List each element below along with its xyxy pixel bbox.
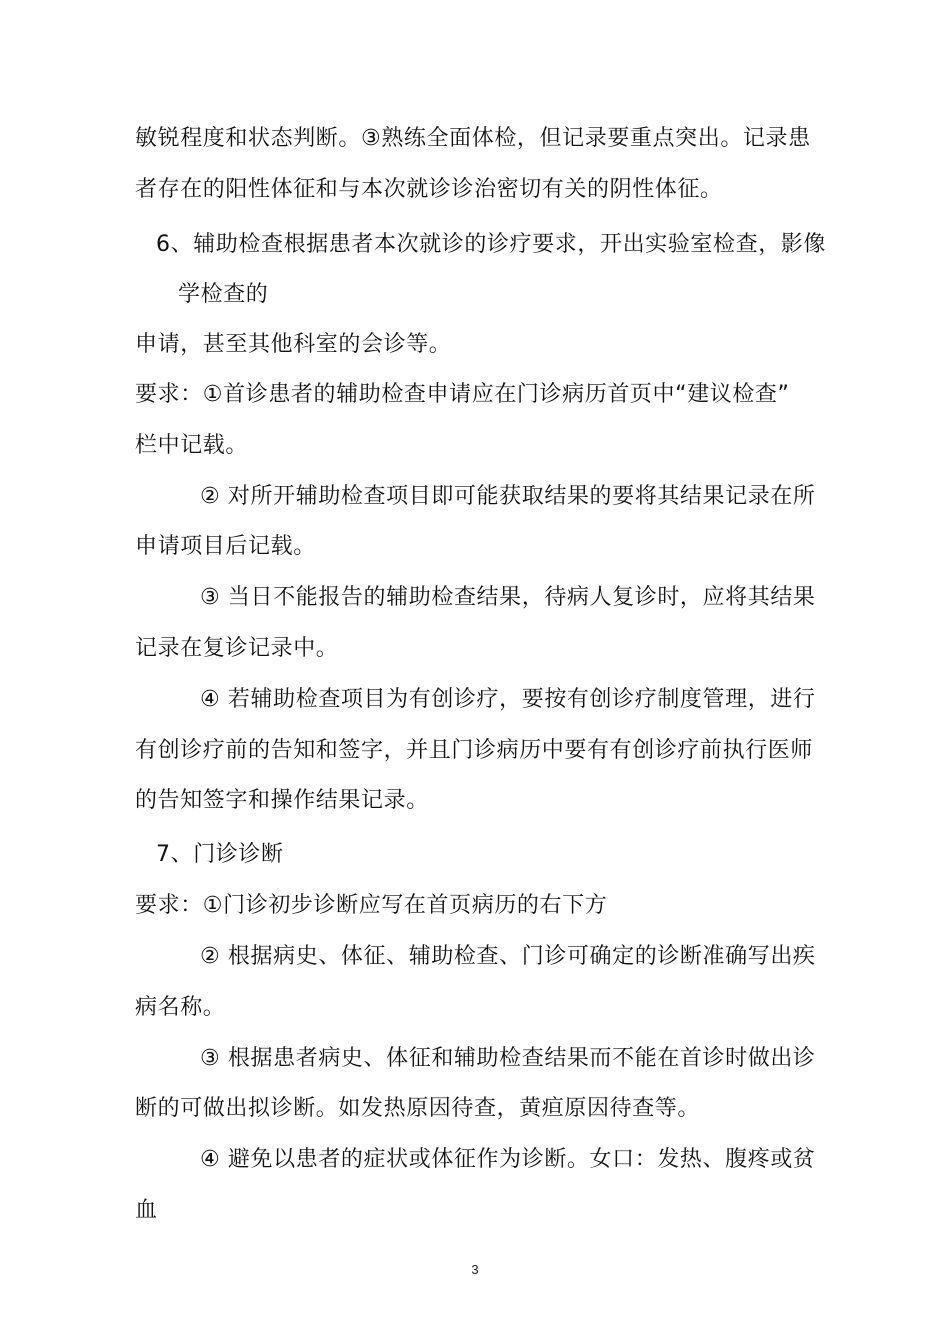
text-line: 要求：①首诊患者的辅助检查申请应在门诊病历首页中“建议检查”	[135, 382, 790, 407]
text-line: 的告知签字和操作结果记录。	[135, 788, 429, 813]
text-line: 申请，甚至其他科室的会诊等。	[135, 332, 452, 357]
text-line: ④ 若辅助检查项目为有创诊疗，要按有创诊疗制度管理，进行	[200, 687, 816, 712]
text-line: 有创诊疗前的告知和签字，并且门诊病历中要有有创诊疗前执行医师	[135, 738, 814, 763]
page-number: 3	[471, 1262, 479, 1277]
text-line: 断的可做出拟诊断。如发热原因待查，黄疸原因待查等。	[135, 1096, 701, 1121]
text-line: 要求：①门诊初步诊断应写在首页病历的右下方	[135, 893, 608, 918]
text-line: 栏中记载。	[135, 433, 249, 458]
text-line: ③ 当日不能报告的辅助检查结果，待病人复诊时，应将其结果	[200, 585, 816, 610]
section-heading-line: 6、辅助检查根据患者本次就诊的诊疗要求，开出实验室检查，影像	[156, 232, 826, 257]
text-line: 者存在的阳性体征和与本次就诊诊治密切有关的阴性体征。	[135, 177, 723, 202]
section-heading-line: 7、门诊诊断	[156, 842, 284, 867]
text-line: ③ 根据患者病史、体征和辅助检查结果而不能在首诊时做出诊	[200, 1046, 816, 1071]
text-line: ② 对所开辅助检查项目即可能获取结果的要将其结果记录在所	[200, 484, 816, 509]
text-line: 学检查的	[178, 282, 269, 307]
text-line: 记录在复诊记录中。	[135, 636, 339, 661]
text-line: ④ 避免以患者的症状或体征作为诊断。女口：发热、腹疼或贫	[200, 1147, 816, 1172]
text-line: 敏锐程度和状态判断。③熟练全面体检，但记录要重点突出。记录患	[135, 126, 811, 151]
text-line: 血	[135, 1198, 158, 1223]
text-line: 申请项目后记载。	[135, 534, 316, 559]
text-line: ② 根据病史、体征、辅助检查、门诊可确定的诊断准确写出疾	[200, 944, 816, 969]
text-line: 病名称。	[135, 995, 226, 1020]
